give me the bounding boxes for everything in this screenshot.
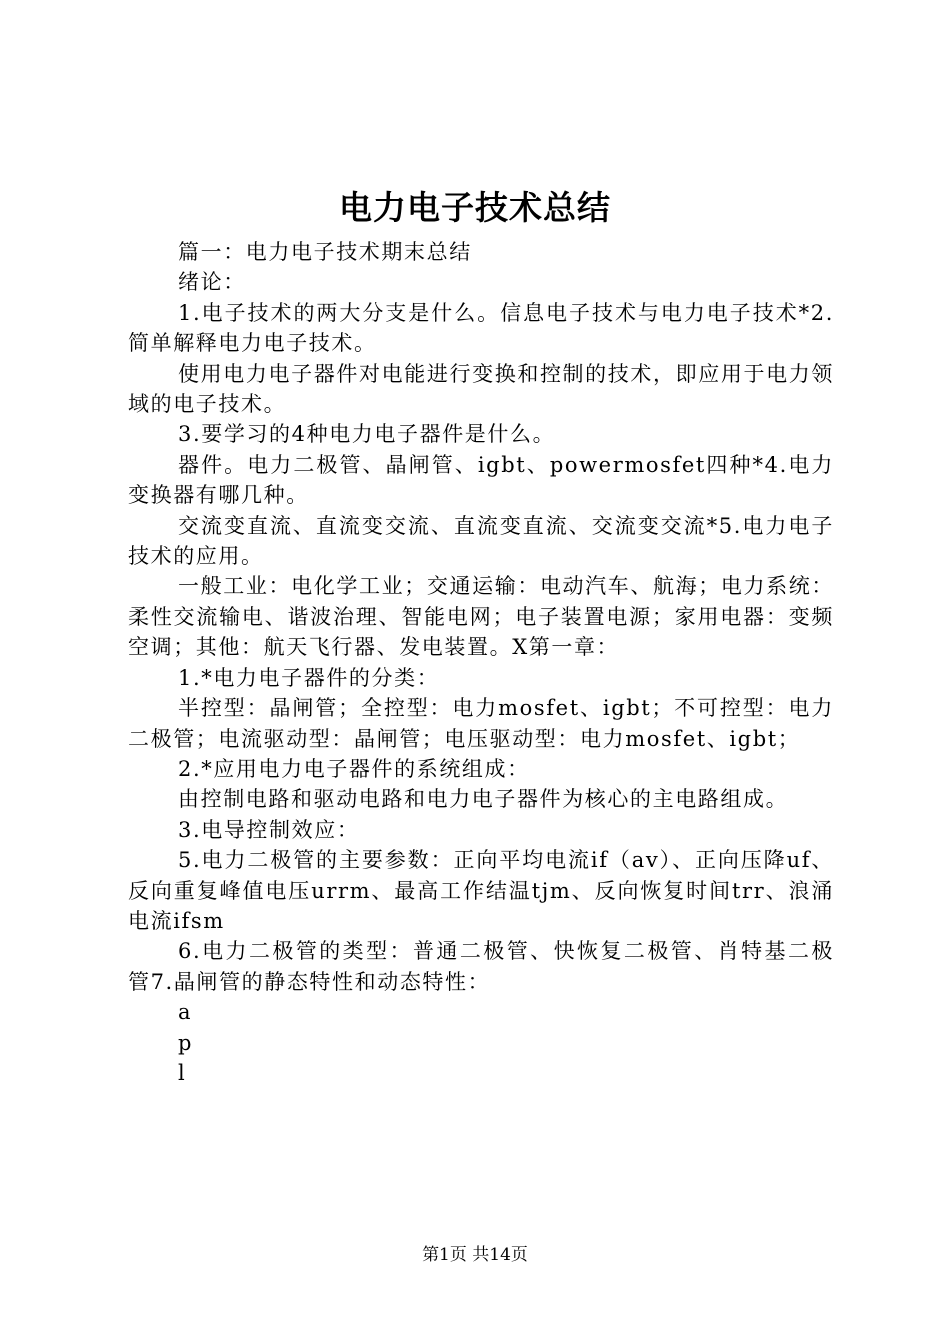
paragraph: 1.*电力电子器件的分类： [178, 665, 440, 690]
paragraph: 6.电力二极管的类型：普通二极管、快恢复二极管、肖特基二极管7.晶闸管的静态特性和动态特性： [128, 939, 834, 994]
paragraph: 2.*应用电力电子器件的系统组成： [178, 756, 530, 781]
document-title: 电力电子技术总结 [339, 188, 611, 227]
paragraph: 一般工业：电化学工业；交通运输：电动汽车、航海；电力系统：柔性交流输电、谐波治理、智能电网；电子装置电源；家用电器：变频空调；其他：航天飞行器、发电装置。X第一章： [128, 574, 834, 660]
page-number-footer: 第1页 共14页 [422, 1245, 528, 1265]
paragraph: a [178, 1000, 193, 1025]
paragraph: 篇一：电力电子技术期末总结 [178, 240, 472, 264]
paragraph: l [178, 1060, 187, 1085]
document-body [128, 237, 834, 1088]
paragraph: 1.电子技术的两大分支是什么。信息电子技术与电力电子技术*2.简单解释电力电子技术。 [128, 300, 834, 356]
paragraph: 半控型：晶闸管；全控型：电力mosfet、igbt；不可控型：电力二极管；电流驱动型：晶闸管；电压驱动型：电力mosfet、igbt； [128, 696, 834, 751]
paragraph: 器件。电力二极管、晶闸管、igbt、powermosfet四种*4.电力变换器有哪几种。 [128, 452, 834, 508]
paragraph: 交流变直流、直流变交流、直流变直流、交流变交流*5.电力电子技术的应用。 [128, 513, 834, 569]
paragraph: 3.要学习的4种电力电子器件是什么。 [178, 422, 556, 447]
paragraph: 由控制电路和驱动电路和电力电子器件为核心的主电路组成。 [178, 787, 789, 812]
paragraph: 绪论： [178, 270, 246, 295]
paragraph: 3.电导控制效应： [178, 817, 360, 842]
paragraph: p [178, 1030, 194, 1055]
paragraph: 使用电力电子器件对电能进行变换和控制的技术，即应用于电力领域的电子技术。 [128, 361, 834, 417]
paragraph: 5.电力二极管的主要参数：正向平均电流if（av）、正向压降uf、反向重复峰值电压urrm、最高工作结温tjm、反向恢复时间trr、浪涌电流ifsm [128, 848, 834, 933]
